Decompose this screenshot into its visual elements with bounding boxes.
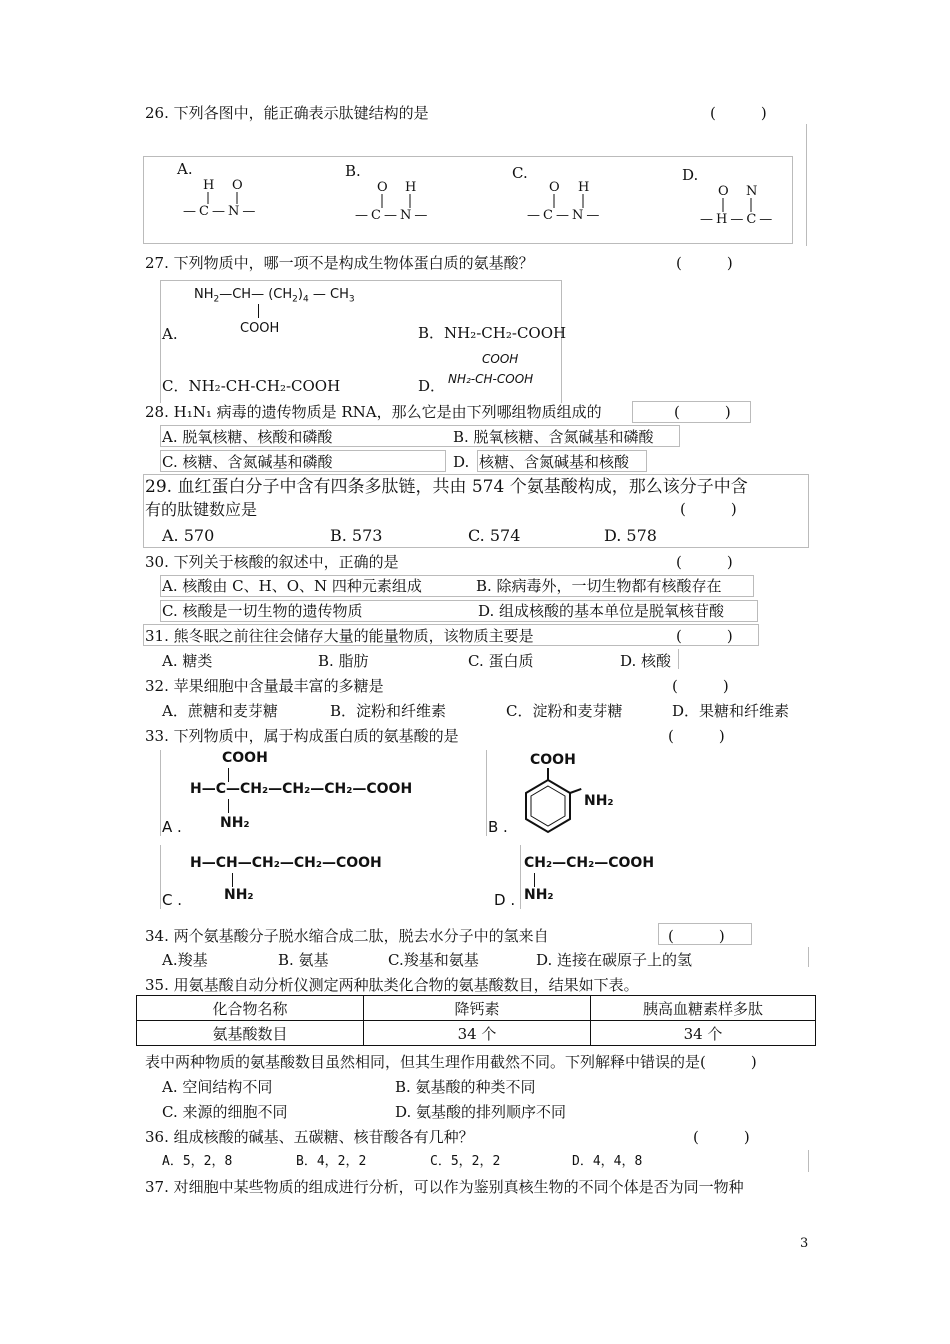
q28-option-b[interactable]: B. 脱氧核糖、含氮碱基和磷酸 <box>453 428 654 446</box>
q36-option-a[interactable]: A．5，2，8 <box>162 1154 233 1169</box>
q27-option-c[interactable]: C．NH₂-CH-CH₂-COOH <box>162 377 341 395</box>
q29-stem-line1: 29. 血红蛋白分子中含有四条多肽链，共由 574 个氨基酸构成，那么该分子中含 <box>145 477 748 497</box>
q29-option-c[interactable]: C. 574 <box>468 526 521 545</box>
q35-after-text: 表中两种物质的氨基酸数目虽然相同，但其生理作用截然不同。下列解释中错误的是( ) <box>145 1053 757 1071</box>
q32-stem: 32. 苹果细胞中含量最丰富的多糖是 <box>145 677 384 695</box>
table-header-cell: 降钙素 <box>364 996 591 1021</box>
q26-paren: ( ) <box>710 104 767 122</box>
q36-option-d[interactable]: D．4，4，8 <box>572 1154 643 1169</box>
q31-stem: 31. 熊冬眠之前往往会储存大量的能量物质，该物质主要是 <box>145 627 534 645</box>
q30-paren: ( ) <box>676 553 733 571</box>
q28-option-d[interactable]: 核糖、含氮碱基和核酸 <box>479 453 630 471</box>
q34-option-b[interactable]: B. 氨基 <box>278 951 329 969</box>
q30-option-c[interactable]: C. 核酸是一切生物的遗传物质 <box>162 602 363 620</box>
q35-option-a[interactable]: A. 空间结构不同 <box>162 1078 273 1096</box>
q28-option-a[interactable]: A. 脱氧核糖、核酸和磷酸 <box>162 428 333 446</box>
q31-paren: ( ) <box>676 627 733 645</box>
q35-table <box>136 995 816 1046</box>
q29-option-a[interactable]: A. 570 <box>162 526 215 545</box>
q37-stem: 37. 对细胞中某些物质的组成进行分析，可以作为鉴别真核生物的不同个体是否为同一物种 <box>145 1178 744 1196</box>
q32-paren: ( ) <box>672 677 729 695</box>
q34-paren: ( ) <box>668 927 725 945</box>
q30-stem: 30. 下列关于核酸的叙述中，正确的是 <box>145 553 399 571</box>
table-header-cell: 胰高血糖素样多肽 <box>591 996 816 1021</box>
q27-option-b[interactable]: B．NH₂-CH₂-COOH <box>418 324 567 342</box>
q28-stem: 28. H₁N₁ 病毒的遗传物质是 RNA，那么它是由下列哪组物质组成的 <box>145 403 602 421</box>
q35-option-c[interactable]: C. 来源的细胞不同 <box>162 1103 288 1121</box>
q35-stem: 35. 用氨基酸自动分析仪测定两种肽类化合物的氨基酸数目，结果如下表。 <box>145 976 639 994</box>
q36-paren: ( ) <box>693 1128 750 1146</box>
q32-option-c[interactable]: C．淀粉和麦芽糖 <box>506 702 623 720</box>
q29-option-b[interactable]: B. 573 <box>330 526 383 545</box>
q34-option-a[interactable]: A.羧基 <box>162 951 208 969</box>
q30-option-a[interactable]: A. 核酸由 C、H、O、N 四种元素组成 <box>162 577 422 595</box>
q31-option-c[interactable]: C. 蛋白质 <box>468 652 534 670</box>
q27-paren: ( ) <box>676 254 733 272</box>
q36-option-b[interactable]: B．4，2，2 <box>296 1154 367 1169</box>
q31-option-d[interactable]: D. 核酸 <box>620 652 672 670</box>
q28-option-d-label[interactable]: D. <box>453 453 470 471</box>
q32-option-d[interactable]: D．果糖和纤维素 <box>672 702 790 720</box>
q36-stem: 36. 组成核酸的碱基、五碳糖、核苷酸各有几种？ <box>145 1128 474 1146</box>
q28-option-c[interactable]: C. 核糖、含氮碱基和磷酸 <box>162 453 333 471</box>
q32-option-a[interactable]: A．蔗糖和麦芽糖 <box>162 702 278 720</box>
q28-paren: ( ) <box>674 403 731 421</box>
q30-option-d[interactable]: D. 组成核酸的基本单位是脱氧核苷酸 <box>478 602 725 620</box>
q34-stem: 34. 两个氨基酸分子脱水缩合成二肽，脱去水分子中的氢来自 <box>145 927 549 945</box>
q31-option-a[interactable]: A. 糖类 <box>162 652 213 670</box>
q29-paren: ( ) <box>680 500 737 518</box>
q29-stem-line2: 有的肽键数应是 <box>145 500 258 519</box>
q26-bond-lines <box>0 0 950 260</box>
q36-option-c[interactable]: C．5，2，2 <box>430 1154 501 1169</box>
q34-option-d[interactable]: D. 连接在碳原子上的氢 <box>536 951 693 969</box>
table-header-row <box>137 996 816 1021</box>
q35-option-d[interactable]: D. 氨基酸的排列顺序不同 <box>395 1103 567 1121</box>
q31-option-b[interactable]: B. 脂肪 <box>318 652 369 670</box>
table-cell: 氨基酸数目 <box>137 1021 364 1046</box>
q30-option-b[interactable]: B. 除病毒外，一切生物都有核酸存在 <box>476 577 722 595</box>
q34-option-c[interactable]: C.羧基和氨基 <box>388 951 479 969</box>
page-number: 3 <box>800 1236 809 1251</box>
table-cell: 34 个 <box>364 1021 591 1046</box>
q27-stem: 27. 下列物质中，哪一项不是构成生物体蛋白质的氨基酸？ <box>145 254 534 272</box>
q26-stem: 26. 下列各图中，能正确表示肽键结构的是 <box>145 104 429 122</box>
q29-option-d[interactable]: D. 578 <box>604 526 657 545</box>
q27-a-formula: $NH_2—CH—$ $(CH_2)_4$ — $CH_3$ <box>194 287 355 305</box>
q33-paren: ( ) <box>668 727 725 745</box>
table-cell: 34 个 <box>591 1021 816 1046</box>
q33-stem: 33. 下列物质中，属于构成蛋白质的氨基酸的是 <box>145 727 459 745</box>
table-row <box>137 1021 816 1046</box>
q32-option-b[interactable]: B．淀粉和纤维素 <box>330 702 447 720</box>
table-header-cell: 化合物名称 <box>137 996 364 1021</box>
q35-option-b[interactable]: B. 氨基酸的种类不同 <box>395 1078 536 1096</box>
